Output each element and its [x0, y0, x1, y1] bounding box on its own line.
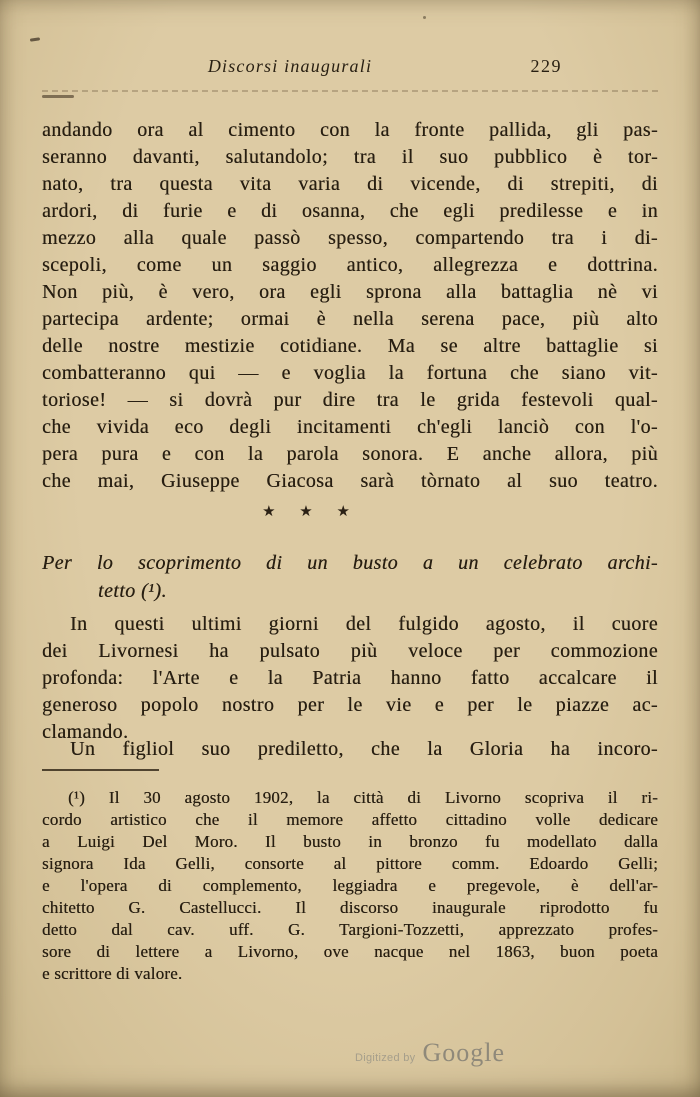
text-line: tetto (¹).	[98, 580, 167, 602]
text-line: In questi ultimi giorni del fulgido agosto, il cuore	[70, 613, 658, 635]
text-line: partecipa ardente; ormai è nella serena pace, più alto	[42, 308, 658, 330]
text-line: scepoli, come un saggio antico, allegrezza e dottrina.	[42, 254, 658, 276]
text-line: pera pura e con la parola sonora. E anche allora, più	[42, 443, 658, 465]
chapter-title: Discorsi inaugurali	[207, 56, 373, 76]
section-heading	[42, 549, 658, 605]
google-logo: Google	[422, 1038, 505, 1067]
header-rule	[42, 90, 658, 92]
google-watermark	[355, 1038, 505, 1068]
text-line: mezzo alla quale passò spesso, compartendo tra i di-	[42, 227, 658, 249]
paragraph	[42, 611, 658, 746]
page-number: 229	[530, 56, 562, 76]
text-line: (¹) Il 30 agosto 1902, la città di Livorno scopriva il ri-	[68, 788, 658, 807]
footnote	[42, 787, 658, 985]
text-line: chitetto G. Castellucci. Il discorso inaugurale riprodotto fu	[42, 898, 658, 917]
text-line: clamando.	[42, 721, 129, 743]
header-dash-mark	[42, 95, 74, 98]
text-line: signora Ida Gelli, consorte al pittore comm. Edoardo Gelli;	[42, 854, 658, 873]
text-line: nato, tra questa vita varia di vicende, di strepiti, di	[42, 173, 658, 195]
text-line: combatteranno qui — e voglia la fortuna che siano vit-	[42, 362, 658, 384]
section-divider-stars: ★ ★ ★	[262, 504, 352, 520]
text-line: Non più, è vero, ora egli sprona alla battaglia nè vi	[42, 281, 658, 303]
text-line: ardori, di furie e di osanna, che egli predilesse e in	[42, 200, 658, 222]
text-line: toriose! — si dovrà pur dire tra le grida festevoli qual-	[42, 389, 658, 411]
ink-speck	[423, 16, 426, 19]
text-line: seranno davanti, salutandolo; tra il suo pubblico è tor-	[42, 146, 658, 168]
text-line: generoso popolo nostro per le vie e per le piazze ac-	[42, 694, 658, 716]
text-line: Per lo scoprimento di un busto a un celebrato archi-	[42, 552, 658, 574]
digitized-by-label: Digitized by	[354, 1052, 416, 1064]
running-head	[42, 56, 658, 82]
footnote-rule	[42, 769, 159, 771]
paragraph	[42, 736, 658, 763]
text-line: che vivida eco degli incitamenti ch'egli lanciò con l'o-	[42, 416, 658, 438]
text-line: delle nostre mestizie cotidiane. Ma se altre battaglie si	[42, 335, 658, 357]
text-line: detto dal cav. uff. G. Targioni-Tozzetti, apprezzato profes-	[42, 920, 658, 939]
text-line: sore di lettere a Livorno, ove nacque nel 1863, buon poeta	[42, 942, 658, 961]
text-line: e scrittore di valore.	[42, 964, 183, 983]
text-line: e l'opera di complemento, leggiadra e pregevole, è dell'ar-	[42, 876, 658, 895]
text-line: che mai, Giuseppe Giacosa sarà tòrnato al suo teatro.	[42, 470, 658, 492]
text-line: a Luigi Del Moro. Il busto in bronzo fu modellato dalla	[42, 832, 658, 851]
paragraph-continuation	[42, 117, 658, 495]
text-line: dei Livornesi ha pulsato più veloce per commozione	[42, 640, 658, 662]
text-line: Un figliol suo prediletto, che la Gloria ha incoro-	[70, 738, 658, 760]
ink-speck	[30, 37, 40, 41]
text-line: andando ora al cimento con la fronte pallida, gli pas-	[42, 119, 658, 141]
text-line: profonda: l'Arte e la Patria hanno fatto accalcare il	[42, 667, 658, 689]
text-line: cordo artistico che il memore affetto cittadino volle dedicare	[42, 810, 658, 829]
